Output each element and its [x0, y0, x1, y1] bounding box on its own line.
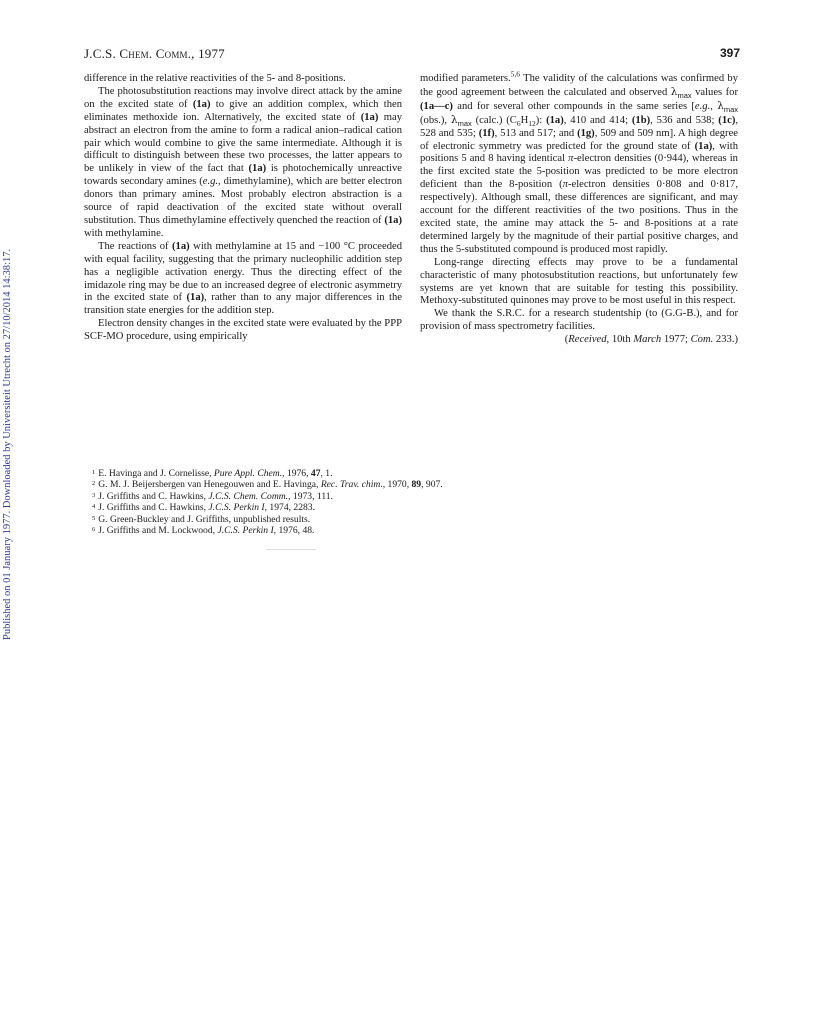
- reference-item: $^3$ J. Griffiths and C. Hawkins, J.C.S. Chem. Comm., 1973, 111.: [92, 490, 333, 502]
- page-number: 397: [719, 46, 740, 60]
- paragraph: modified parameters.$^{5,6}$ The validity of the calculations was confirmed by the good agreement between the calculated and observed $\lambda_{max}$ values for (1a—c) and for several other compounds in the same series [e.g., $\lambda_{max}$ (obs.), $\lambda_{max}$ (calc.) $(C_6H_{12})$: (1a), 410 and 414; (1b), 536 and 538; (1c), 528 and 535; (1f), 513 and 517; and (1g), 509 and 509 nm]. A high degree of electronic symmetry was predicted for the ground state of (1a), with positions 5 and 8 having identical π-electron densities (0·944), whereas in the first excited state the 5-position was predicted to be more electron deficient than the 8-position (π-electron densities 0·808 and 0·817, respectively). Although small, these differences are significant, and may account for the different reactivities of the two positions. Thus in the excited state, the amine may attack the 5- and 8-positions at a rate determined largely by the magnitude of their partial positive charges, and thus the 5-substituted compound is produced most rapidly.: [420, 69, 739, 255]
- divider: [266, 549, 316, 550]
- acknowledgement: We thank the S.R.C. for a research studentship (to (G.G-B.), and for provision of mass spectrometry facilities.: [420, 308, 738, 333]
- paragraph: difference in the relative reactivities of the 5- and 8-positions.: [84, 73, 346, 84]
- reference-item: $^5$ G. Green-Buckley and J. Griffiths, unpublished results.: [92, 513, 311, 525]
- paragraph: Electron density changes in the excited state were evaluated by the PPP SCF-MO procedure, using empirically: [84, 318, 402, 343]
- right-column: [420, 69, 739, 347]
- paragraph: The photosubstitution reactions may involve direct attack by the amine on the excited state of (1a) to give an addition complex, which then eliminates methoxide ion. Alternatively, the excited state of (1a) may abstract an electron from the amine to form a radical anion–radical cation pair which would combine to give the same intermediate. Although it is difficult to distinguish between these two processes, the latter appears to be unlikely in view of the fact that (1a) is photochemically unreactive towards secondary amines (e.g., dimethylamine), which are better electron donors than primary amines. Most probably electron abstraction is a source of rapid deactivation of the excited state without overall substitution. Thus dimethylamine effectively quenched the reaction of (1a) with methylamine.: [84, 85, 403, 239]
- reference-item: $^6$ J. Griffiths and M. Lockwood, J.C.S. Perkin I, 1976, 48.: [92, 525, 315, 537]
- left-column: [84, 73, 402, 344]
- paragraph: The reactions of (1a) with methylamine at 15 and −100 °C proceeded with equal facility, suggesting that the primary nucleophilic addition step has a negligible activation energy. Thus the directing effect of the imidazole ring may be due to an increased degree of electronic asymmetry in the excited state of (1a), rather than to any major differences in the transition state energies for the addition step.: [84, 240, 402, 317]
- reference-item: $^2$ G. M. J. Beijersbergen van Henegouwen and E. Havinga, Rec. Trav. chim., 1970, 89, 907.: [92, 479, 443, 491]
- download-watermark: Published on 01 January 1977. Downloaded by Universiteit Utrecht on 27/10/2014 14:38:17.: [2, 248, 13, 640]
- page-header: [84, 46, 740, 64]
- journal-title: J.C.S. Chem. Comm., 1977: [84, 46, 225, 61]
- reference-item: $^4$ J. Griffiths and C. Hawkins, J.C.S. Perkin I, 1974, 2283.: [92, 502, 315, 514]
- paragraph: Long-range directing effects may prove to be a fundamental characteristic of many photosubstitution reactions, but unfortunately few systems are yet known that are suitable for testing this possibility. Methoxy-substituted quinones may prove to be most useful in this respect.: [420, 256, 738, 307]
- received-date: (Received, 10th March 1977; Com. 233.): [564, 334, 738, 346]
- references: [92, 468, 562, 536]
- reference-item: $^1$ E. Havinga and J. Cornelisse, Pure Appl. Chem., 1976, 47, 1.: [92, 468, 333, 479]
